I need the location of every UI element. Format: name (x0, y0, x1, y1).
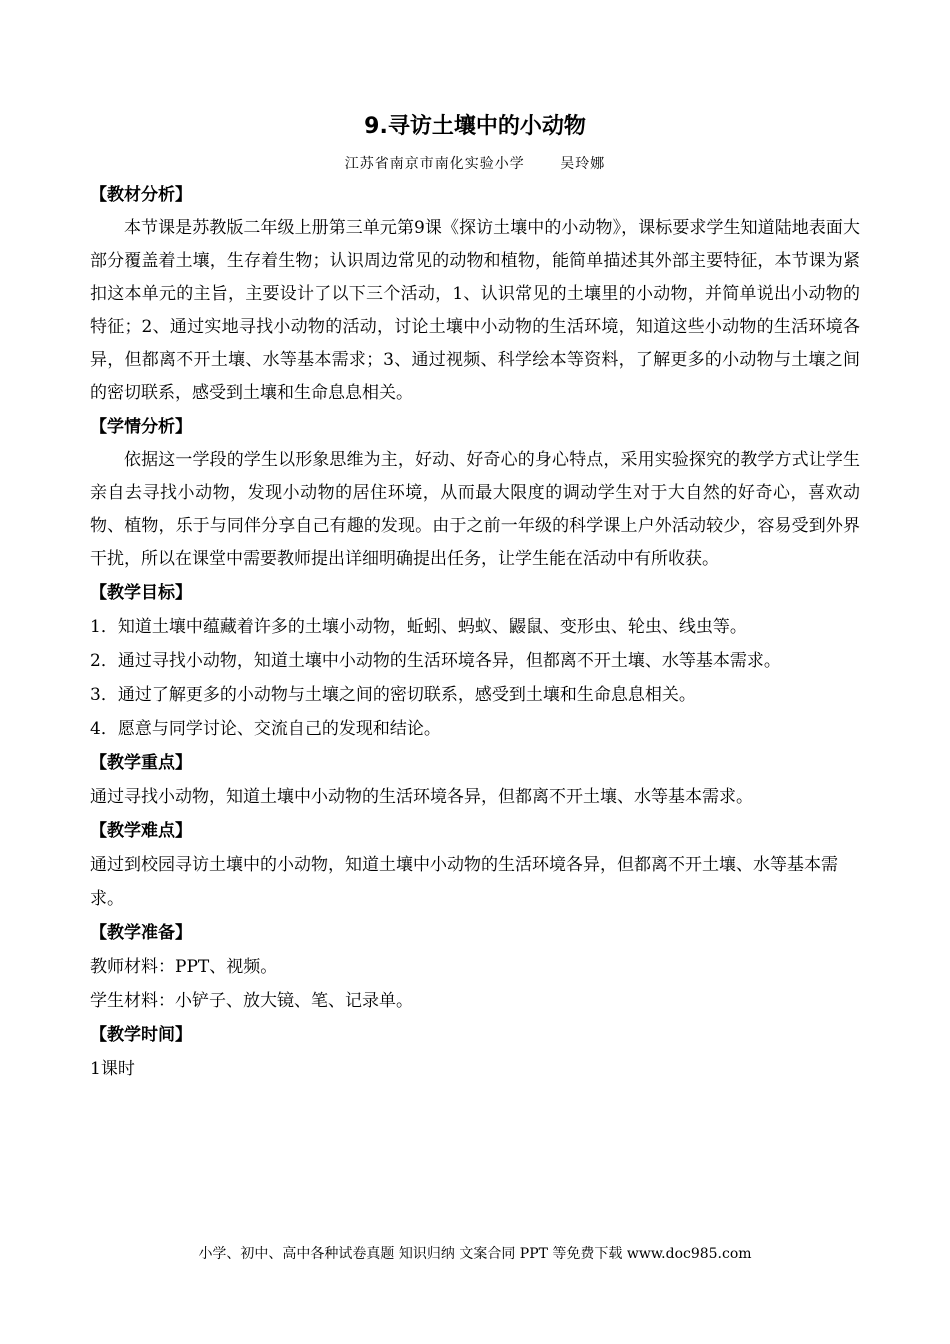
page-footer: 小学、初中、高中各种试卷真题 知识归纳 文案合同 PPT 等免费下载 www.doc985.com (198, 1246, 752, 1262)
author-line (90, 152, 860, 176)
section-objectives (90, 576, 860, 746)
page-title: 9.寻访土壤中的小动物 (364, 114, 586, 139)
section-heading: 【教学重点】 (90, 753, 192, 773)
section-text: 1课时 (90, 1059, 135, 1079)
section-heading: 【教学难点】 (90, 821, 192, 841)
section-key-points (90, 746, 860, 814)
objective-item: 3．通过了解更多的小动物与土壤之间的密切联系，感受到土壤和生命息息相关。 (90, 685, 696, 705)
section-text: 通过到校园寻访土壤中的小动物，知道土壤中小动物的生活环境各异，但都离不开土壤、水等基本需求。 (90, 855, 838, 909)
section-heading: 【学情分析】 (90, 417, 192, 437)
section-heading: 【教学时间】 (90, 1025, 192, 1045)
objective-item: 2．通过寻找小动物，知道土壤中小动物的生活环境各异，但都离不开土壤、水等基本需求。 (90, 651, 781, 671)
document-page (90, 110, 860, 1086)
section-heading: 【教材分析】 (90, 185, 192, 205)
objective-item: 1．知道土壤中蕴藏着许多的土壤小动物，蚯蚓、蚂蚁、鼹鼠、变形虫、轮虫、线虫等。 (90, 617, 747, 637)
objective-item: 4．愿意与同学讨论、交流自己的发现和结论。 (90, 719, 441, 739)
section-paragraph: 本节课是苏教版二年级上册第三单元第9课《探访土壤中的小动物》，课标要求学生知道陆地表面大部分覆盖着土壤，生存着生物；认识周边常见的动物和植物，能简单描述其外部主要特征，本节课为紧扣这本单元的主旨，主要设计了以下三个活动，1、认识常见的土壤里的小动物，并简单说出小动物的特征；2、通过实地寻找小动物的活动，讨论土壤中小动物的生活环境，知道这些小动物的生活环境各异，但都离不开土壤、水等基本需求；3、通过视频、科学绘本等资料，了解更多的小动物与土壤之间的密切联系，感受到土壤和生命息息相关。 (90, 218, 860, 403)
section-text: 通过寻找小动物，知道土壤中小动物的生活环境各异，但都离不开土壤、水等基本需求。 (90, 787, 753, 807)
section-student-analysis (90, 410, 860, 576)
teacher-materials: 教师材料：PPT、视频。 (90, 957, 278, 977)
section-preparation (90, 916, 860, 1018)
section-paragraph: 依据这一学段的学生以形象思维为主，好动、好奇心的身心特点，采用实验探究的教学方式让学生亲自去寻找小动物，发现小动物的居住环境，从而最大限度的调动学生对于大自然的好奇心，喜欢动物、植物，乐于与同伴分享自己有趣的发现。由于之前一年级的科学课上户外活动较少，容易受到外界干扰，所以在课堂中需要教师提出详细明确提出任务，让学生能在活动中有所收获。 (90, 450, 860, 569)
section-material-analysis (90, 178, 860, 410)
section-time (90, 1018, 860, 1086)
author-school: 江苏省南京市南化实验小学 (344, 156, 525, 172)
section-difficulties (90, 814, 860, 916)
student-materials: 学生材料：小铲子、放大镜、笔、记录单。 (90, 991, 413, 1011)
section-heading: 【教学目标】 (90, 583, 192, 603)
author-name: 吴玲娜 (560, 156, 606, 172)
section-heading: 【教学准备】 (90, 923, 192, 943)
